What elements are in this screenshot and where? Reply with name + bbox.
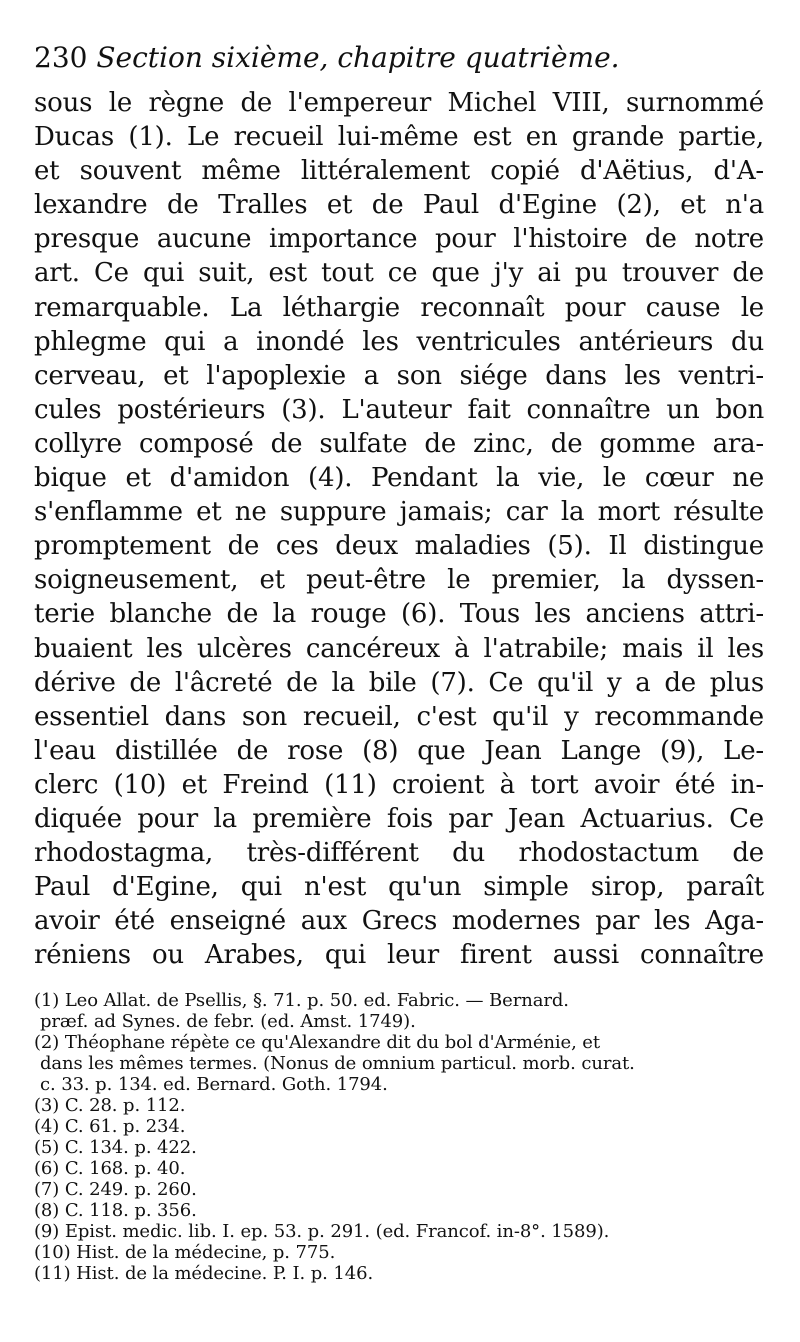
footnotes [34,990,764,1284]
body-text [34,86,764,972]
footnote-line: (8) C. 118. p. 356. [34,1200,197,1222]
body-line: soigneusement, et peut-être le premier, la dyssen- [34,565,764,596]
footnote-line: c. 33. p. 134. ed. Bernard. Goth. 1794. [40,1074,388,1096]
body-line: bique et d'amidon (4). Pendant la vie, le cœur ne [34,463,764,494]
footnote-line: (1) Leo Allat. de Psellis, §. 71. p. 50. ed. Fabric. — Bernard. [34,990,569,1012]
body-line: phlegme qui a inondé les ventricules antérieurs du [34,326,764,357]
body-line: cerveau, et l'apoplexie a son siége dans les ventri- [34,360,764,391]
body-line: essentiel dans son recueil, c'est qu'il y recommande [34,701,764,732]
page-number: 230 [34,41,88,74]
footnote-line: (6) C. 168. p. 40. [34,1158,186,1180]
footnote-line: dans les mêmes termes. (Nonus de omnium particul. morb. curat. [40,1053,635,1075]
book-page [34,40,764,1330]
running-head [34,40,764,76]
footnote-line: (7) C. 249. p. 260. [34,1179,197,1201]
body-line: sous le règne de l'empereur Michel VIII, surnommé [34,88,764,118]
body-line: clerc (10) et Freind (11) croient à tort avoir été in- [34,769,764,800]
body-line: dérive de l'âcreté de la bile (7). Ce qu'il y a de plus [34,667,764,698]
footnote-line: (5) C. 134. p. 422. [34,1137,197,1159]
body-line: Ducas (1). Le recueil lui-même est en grande partie, [34,122,764,153]
body-line: buaient les ulcères cancéreux à l'atrabile; mais il les [34,633,764,664]
body-line: art. Ce qui suit, est tout ce que j'y ai pu trouver de [34,258,764,289]
body-line: Paul d'Egine, qui n'est qu'un simple sirop, paraît [34,872,764,903]
footnote-line: (11) Hist. de la médecine. P. I. p. 146. [34,1263,374,1285]
footnote-line: (10) Hist. de la médecine, p. 775. [34,1242,336,1264]
footnote-line: (9) Epist. medic. lib. I. ep. 53. p. 291. (ed. Francof. in-8°. 1589). [34,1221,610,1243]
footnote-line: (2) Théophane répète ce qu'Alexandre dit du bol d'Arménie, et [34,1032,600,1054]
body-line: l'eau distillée de rose (8) que Jean Lange (9), Le- [34,735,764,766]
body-line: presque aucune importance pour l'histoire de notre [34,224,764,255]
body-line: collyre composé de sulfate de zinc, de gomme ara- [34,428,764,459]
body-line: cules postérieurs (3). L'auteur fait connaître un bon [34,394,764,425]
body-line: et souvent même littéralement copié d'Aëtius, d'A- [34,156,764,187]
body-line: remarquable. La léthargie reconnaît pour cause le [34,292,764,323]
body-line: s'enflamme et ne suppure jamais; car la mort résulte [34,497,764,528]
running-head-title: Section sixième, chapitre quatrième. [96,41,620,74]
body-line: réniens ou Arabes, qui leur firent aussi connaître [34,940,764,971]
footnote-line: præf. ad Synes. de febr. (ed. Amst. 1749). [40,1011,416,1033]
body-line: promptement de ces deux maladies (5). Il distingue [34,531,764,562]
body-line: rhodostagma, très-différent du rhodostactum de [34,838,764,869]
body-line: terie blanche de la rouge (6). Tous les anciens attri- [34,599,764,630]
body-line: avoir été enseigné aux Grecs modernes par les Aga- [34,906,764,937]
footnote-line: (4) C. 61. p. 234. [34,1116,186,1138]
body-line: lexandre de Tralles et de Paul d'Egine (2), et n'a [34,190,764,221]
footnote-line: (3) C. 28. p. 112. [34,1095,186,1117]
body-line: diquée pour la première fois par Jean Actuarius. Ce [34,803,764,834]
